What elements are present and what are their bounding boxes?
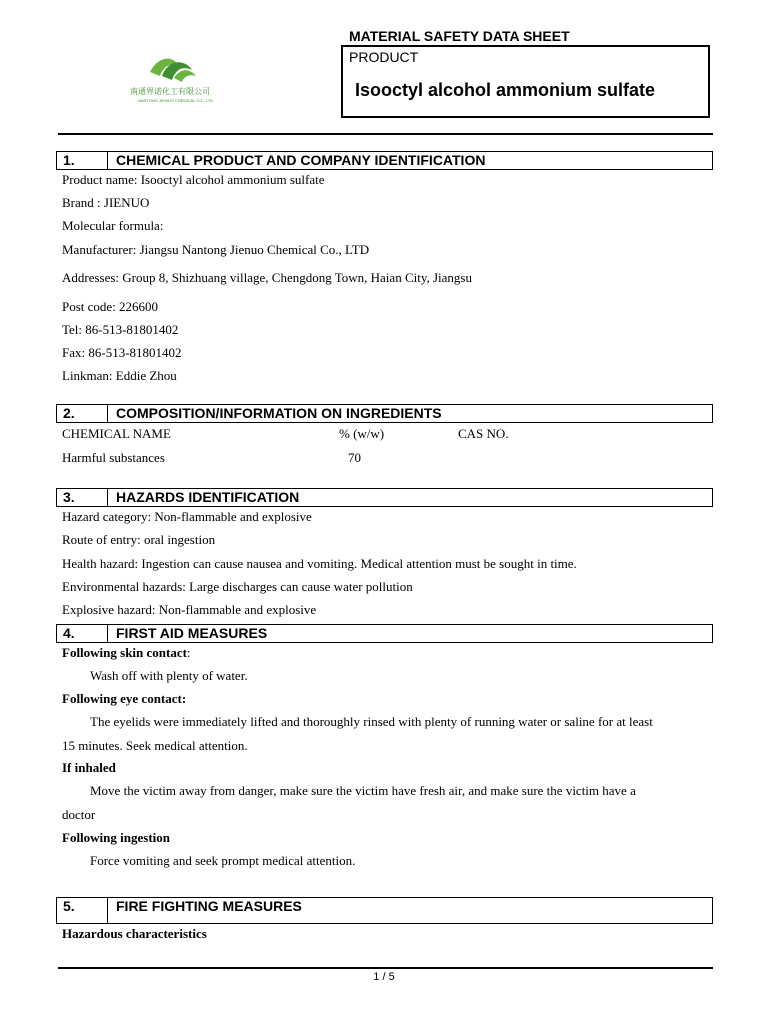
brand-line: Brand : JIENUO xyxy=(62,195,150,210)
eye-contact-heading: Following eye contact: xyxy=(62,691,187,706)
product-name: Isooctyl alcohol ammonium sulfate xyxy=(355,80,656,100)
ingestion-text: Force vomiting and seek prompt medical attention. xyxy=(90,853,356,868)
eye-contact-text-1: The eyelids were immediately lifted and thoroughly rinsed with plenty of running water or saline for at least xyxy=(90,714,653,729)
product-label: PRODUCT xyxy=(349,49,419,65)
page-number: 1 / 5 xyxy=(373,971,395,983)
environmental-hazard-line: Environmental hazards: Large discharges can cause water pollution xyxy=(62,579,413,594)
section-number: 1. xyxy=(57,152,108,169)
section-4-header xyxy=(56,624,713,643)
inhaled-text-1: Move the victim away from danger, make sure the victim have fresh air, and make sure the victim have a xyxy=(90,783,636,798)
company-logo xyxy=(122,50,222,112)
inhaled-heading: If inhaled xyxy=(62,760,116,775)
inhaled-text-2: doctor xyxy=(62,807,96,822)
manufacturer-line: Manufacturer: Jiangsu Nantong Jienuo Chemical Co., LTD xyxy=(62,242,370,257)
composition-header-name: CHEMICAL NAME xyxy=(62,426,171,441)
logo-text-cn: 南通界诺化工有限公司 xyxy=(130,87,210,96)
fax-line: Fax: 86-513-81801402 xyxy=(62,345,182,360)
hazardous-characteristics-heading: Hazardous characteristics xyxy=(62,926,207,941)
skin-contact-heading-text: Following skin contact xyxy=(62,645,187,660)
section-title: CHEMICAL PRODUCT AND COMPANY IDENTIFICATION xyxy=(116,152,486,168)
section-number: 3. xyxy=(57,489,108,506)
footer-divider xyxy=(58,967,713,969)
composition-cell-name: Harmful substances xyxy=(62,450,165,465)
composition-cell-percent: 70 xyxy=(348,450,361,465)
eye-contact-text-2: 15 minutes. Seek medical attention. xyxy=(62,738,248,753)
product-box xyxy=(341,45,710,118)
document-title: MATERIAL SAFETY DATA SHEET xyxy=(349,28,570,44)
ingestion-heading: Following ingestion xyxy=(62,830,170,845)
tel-line: Tel: 86-513-81801402 xyxy=(62,322,179,337)
molecular-formula-line: Molecular formula: xyxy=(62,218,164,233)
explosive-hazard-line: Explosive hazard: Non-flammable and explosive xyxy=(62,602,317,617)
skin-contact-colon: : xyxy=(186,645,191,660)
section-title: HAZARDS IDENTIFICATION xyxy=(116,489,300,505)
composition-header-cas: CAS NO. xyxy=(458,426,509,441)
section-3-header xyxy=(56,488,713,507)
section-1-header xyxy=(56,151,713,170)
section-number: 4. xyxy=(57,625,108,642)
logo-text-en: NANTONG JIENUO CHEMICAL CO., LTD xyxy=(138,98,214,103)
skin-contact-heading xyxy=(62,645,191,661)
composition-header-percent: % (w/w) xyxy=(339,426,385,441)
hazard-category-line: Hazard category: Non-flammable and explosive xyxy=(62,509,312,524)
route-of-entry-line: Route of entry: oral ingestion xyxy=(62,532,216,547)
post-code-line: Post code: 226600 xyxy=(62,299,159,314)
section-2-header xyxy=(56,404,713,423)
address-line: Addresses: Group 8, Shizhuang village, Chengdong Town, Haian City, Jiangsu xyxy=(62,270,472,285)
health-hazard-line: Health hazard: Ingestion can cause nausea and vomiting. Medical attention must be sought in time. xyxy=(62,556,577,571)
section-title: FIRST AID MEASURES xyxy=(116,625,268,641)
section-number: 5. xyxy=(57,898,108,923)
section-title: FIRE FIGHTING MEASURES xyxy=(116,898,302,914)
skin-contact-text: Wash off with plenty of water. xyxy=(90,668,248,683)
header-divider xyxy=(58,133,713,135)
linkman-line: Linkman: Eddie Zhou xyxy=(62,368,177,383)
section-number: 2. xyxy=(57,405,108,422)
product-name-line: Product name: Isooctyl alcohol ammonium sulfate xyxy=(62,172,325,187)
section-5-header xyxy=(56,897,713,924)
section-title: COMPOSITION/INFORMATION ON INGREDIENTS xyxy=(116,405,442,421)
